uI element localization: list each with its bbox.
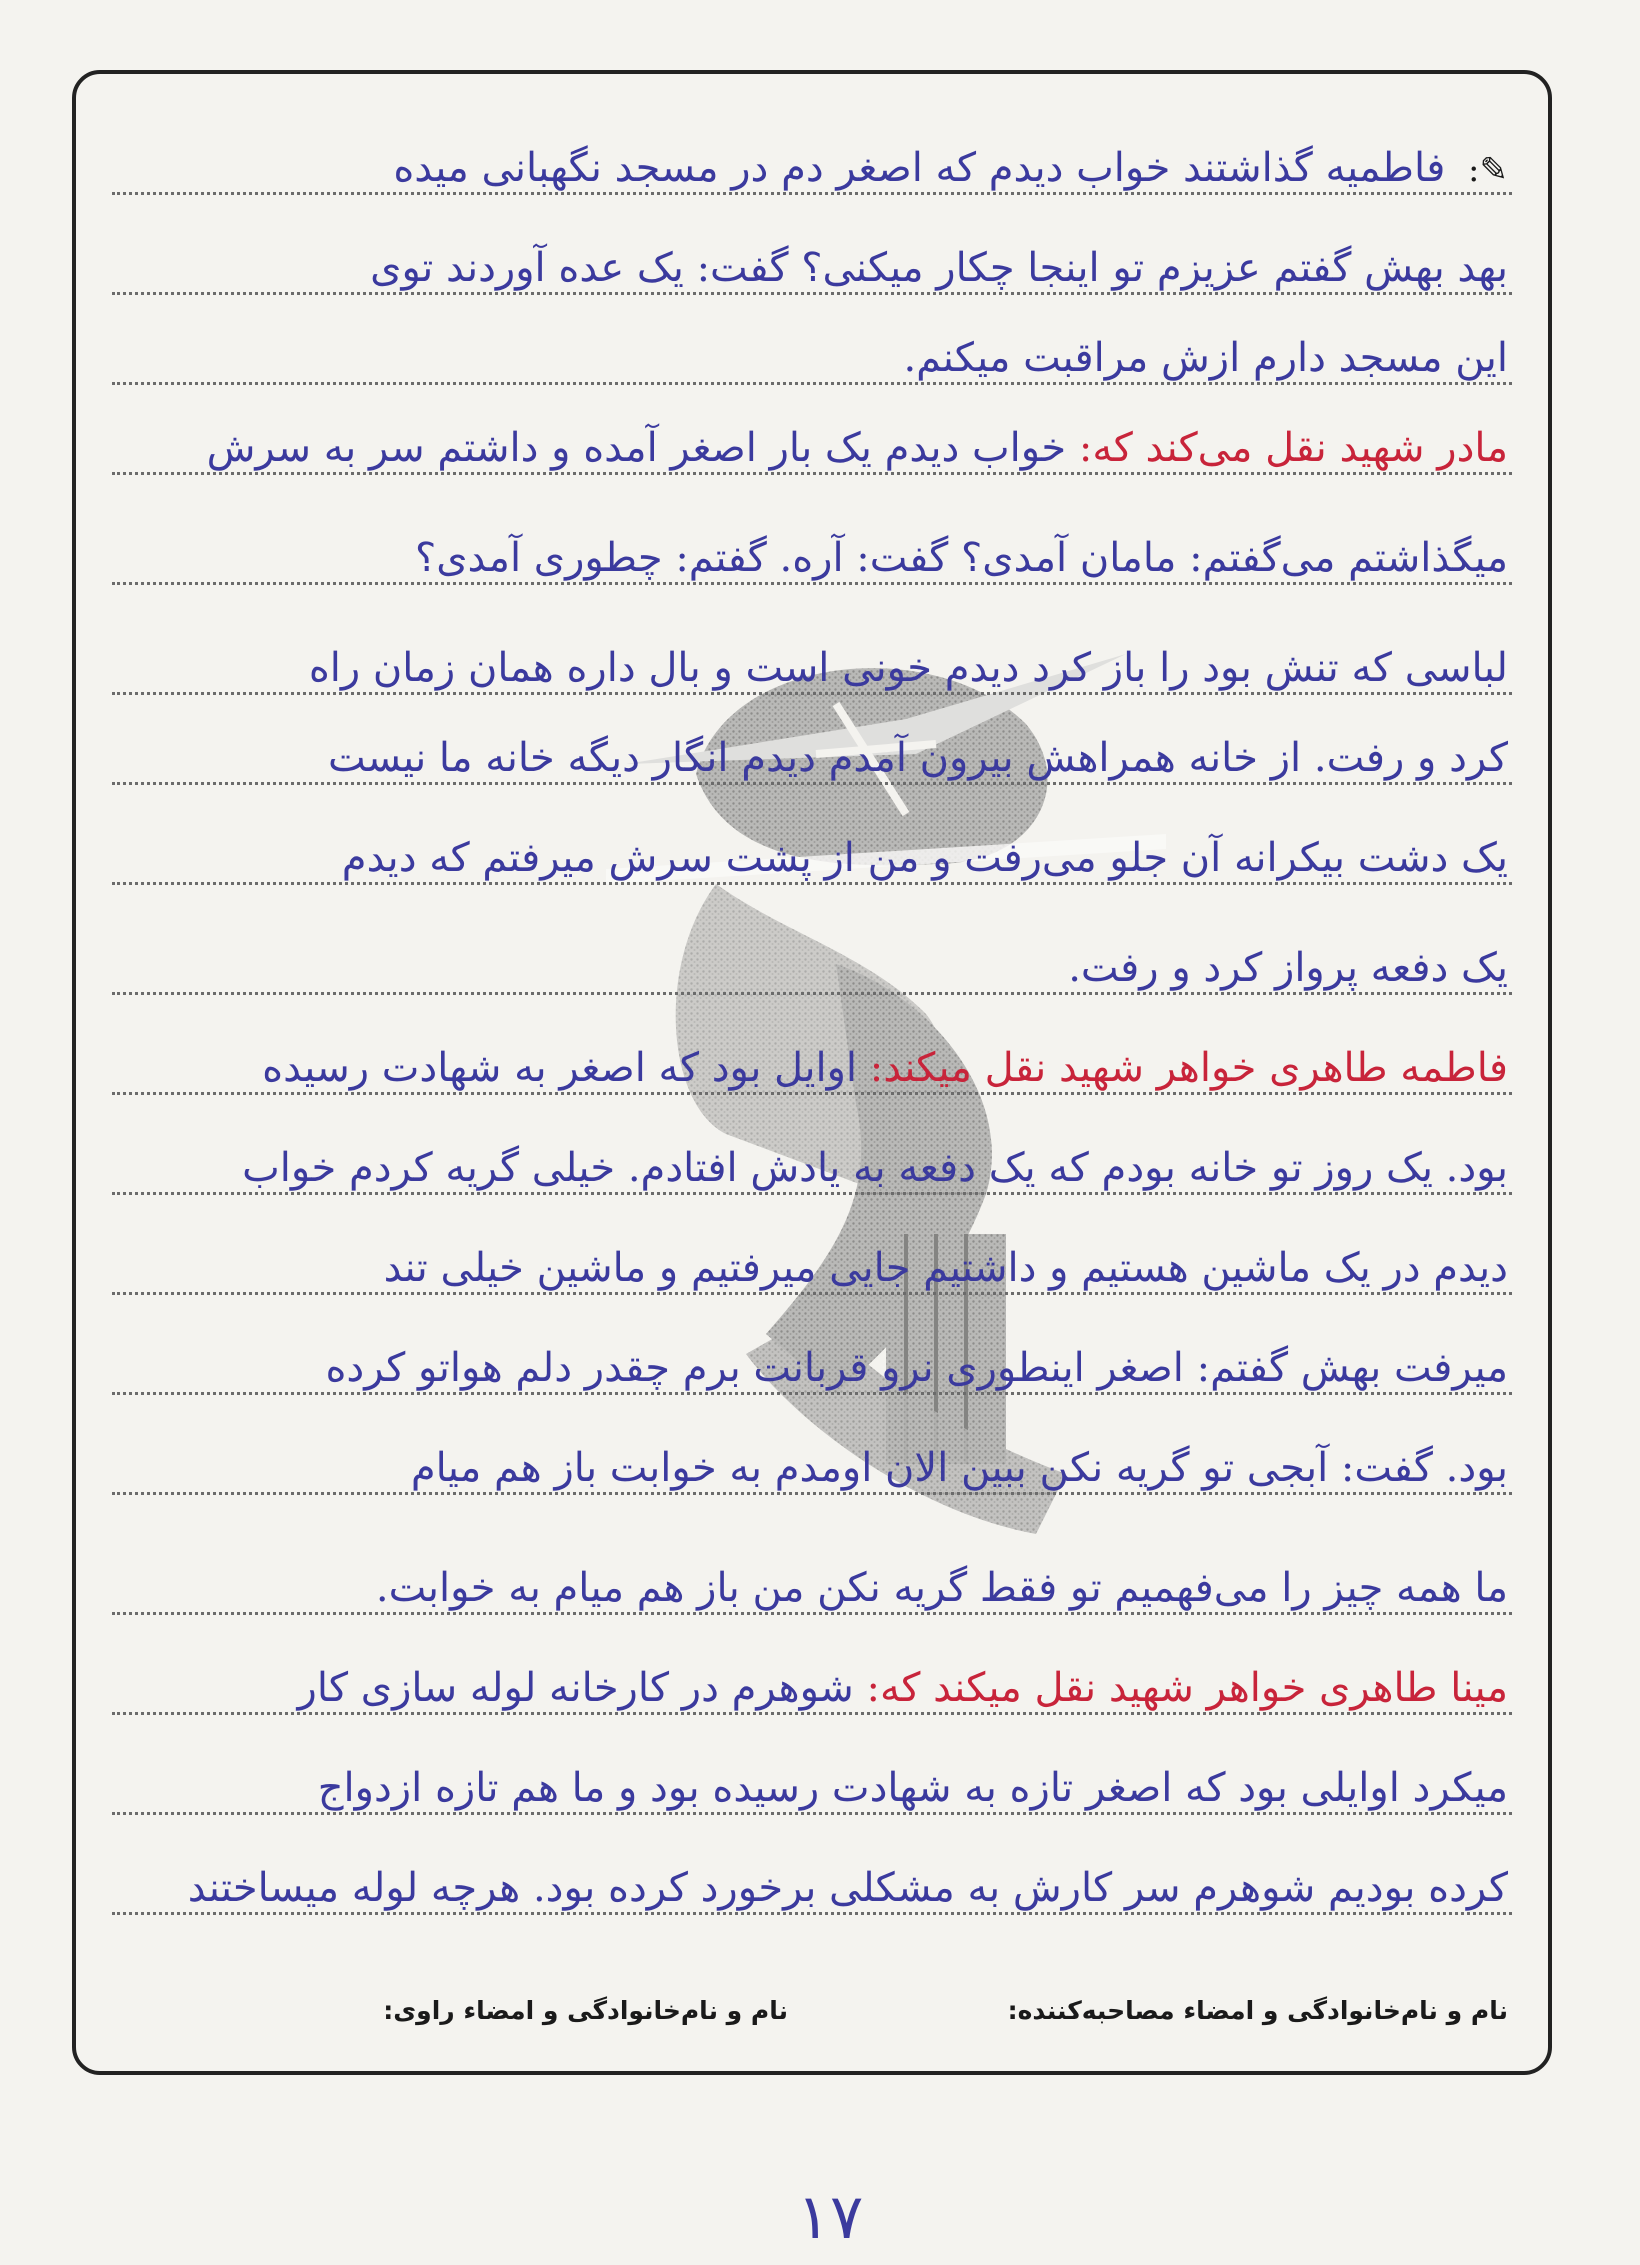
speaker-label: مادر شهید نقل می‌کند که: [1078, 425, 1508, 471]
line-text: کرد و رفت. از خانه همراهش بیرون آمدم دیدم انگار دیگه خانه ما نیست [328, 735, 1508, 781]
handwritten-line [116, 1438, 1508, 1502]
line-text: میکرد اوایلی بود که اصغر تازه به شهادت رسیده بود و ما هم تازه ازدواج [317, 1765, 1508, 1811]
line-text: یک دشت بیکرانه آن جلو می‌رفت و من از پشت سرش میرفتم که دیدم [341, 835, 1508, 881]
line-text: بود. یک روز تو خانه بودم که یک دفعه به یادش افتادم. خیلی گریه کردم خواب [242, 1145, 1508, 1191]
line-text: اوایل بود که اصغر به شهادت رسیده [262, 1045, 858, 1091]
pen-marker-icon: ✎: [1468, 150, 1508, 190]
line-text: خواب دیدم یک بار اصغر آمده و داشتم سر به سرش [206, 425, 1067, 471]
line-text: شوهرم در کارخانه لوله سازی کار [297, 1665, 854, 1711]
line-text: دیدم در یک ماشین هستیم و داشتیم جایی میرفتیم و ماشین خیلی تند [383, 1245, 1508, 1291]
line-text: این مسجد دارم ازش مراقبت میکنم. [903, 335, 1508, 381]
handwritten-line [116, 1658, 1508, 1722]
handwritten-line [116, 938, 1508, 1002]
line-text: بود. گفت: آبجی تو گریه نکن ببین الان اومدم به خوابت باز هم میام [410, 1445, 1508, 1491]
speaker-label: فاطمه طاهری خواهر شهید نقل میکند: [869, 1045, 1508, 1091]
handwritten-line [116, 638, 1508, 702]
handwritten-line [116, 328, 1508, 392]
handwritten-line [116, 528, 1508, 592]
form-frame [72, 70, 1552, 2075]
handwritten-line [116, 1238, 1508, 1302]
handwritten-line [116, 828, 1508, 892]
speaker-label: مینا طاهری خواهر شهید نقل میکند که: [866, 1665, 1508, 1711]
narrator-signature-label: نام و نام‌خانوادگی و امضاء راوی: [383, 1996, 788, 2025]
line-text: میرفت بهش گفتم: اصغر اینطوری نرو قربانت برم چقدر دلم هواتو کرده [325, 1345, 1508, 1391]
handwritten-line [116, 418, 1508, 482]
handwritten-line [116, 1038, 1508, 1102]
handwritten-line [116, 728, 1508, 792]
handwritten-line [116, 1338, 1508, 1402]
handwritten-line [116, 1558, 1508, 1622]
line-text: میگذاشتم می‌گفتم: مامان آمدی؟ گفت: آره. گفتم: چطوری آمدی؟ [415, 535, 1508, 581]
handwritten-line [116, 1138, 1508, 1202]
line-text: فاطمیه گذاشتند خواب دیدم که اصغر دم در مسجد نگهبانی میده [393, 145, 1446, 191]
signature-footer [116, 1984, 1508, 2044]
page-number: ۱۷ [796, 2180, 864, 2253]
handwritten-line [116, 138, 1508, 202]
line-text: کرده بودیم شوهرم سر کارش به مشکلی برخورد کرده بود. هرچه لوله میساختند [187, 1865, 1508, 1911]
interviewer-signature-label: نام و نام‌خانوادگی و امضاء مصاحبه‌کننده: [1007, 1996, 1508, 2025]
handwritten-line [116, 238, 1508, 302]
handwritten-line [116, 1858, 1508, 1922]
line-text: لباسی که تنش بود را باز کرد دیدم خونی است و بال داره همان زمان راه [308, 645, 1508, 691]
line-text: یک دفعه پرواز کرد و رفت. [1068, 945, 1508, 991]
line-text: بهد بهش گفتم عزیزم تو اینجا چکار میکنی؟ گفت: یک عده آوردند توی [370, 245, 1508, 291]
handwritten-line [116, 1758, 1508, 1822]
line-text: ما همه چیز را می‌فهمیم تو فقط گریه نکن من باز هم میام به خوابت. [375, 1565, 1508, 1611]
